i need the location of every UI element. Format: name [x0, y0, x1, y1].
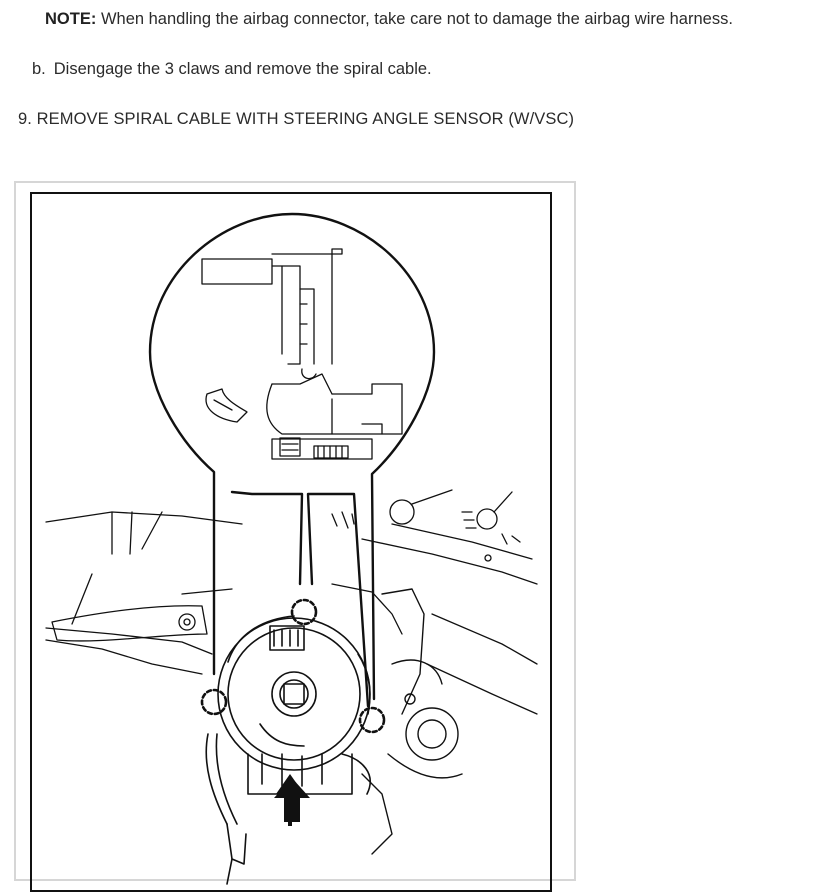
note-paragraph — [45, 8, 733, 30]
detail-callout — [150, 214, 434, 706]
step-b-marker: b. — [32, 60, 46, 78]
right-mechanism — [362, 589, 462, 854]
figure-frame — [14, 181, 576, 881]
step-9-heading: 9. REMOVE SPIRAL CABLE WITH STEERING ANGLE SENSOR (W/VSC) — [18, 110, 575, 128]
claw-marker-left — [202, 690, 226, 714]
note-text: When handling the airbag connector, take care not to damage the airbag wire harness. — [100, 10, 733, 28]
spiral-cable-illustration — [30, 192, 552, 892]
step-b-text: Disengage the 3 claws and remove the spiral cable. — [53, 60, 432, 78]
connector-detail — [202, 249, 402, 459]
spiral-cable-body — [206, 616, 370, 884]
claw-marker-right — [360, 708, 384, 732]
removal-arrow-icon — [274, 774, 310, 826]
note-label: NOTE: — [45, 10, 97, 28]
claw-marker-top — [292, 600, 316, 624]
right-bracket-parts — [332, 492, 520, 561]
step-b — [32, 58, 432, 80]
